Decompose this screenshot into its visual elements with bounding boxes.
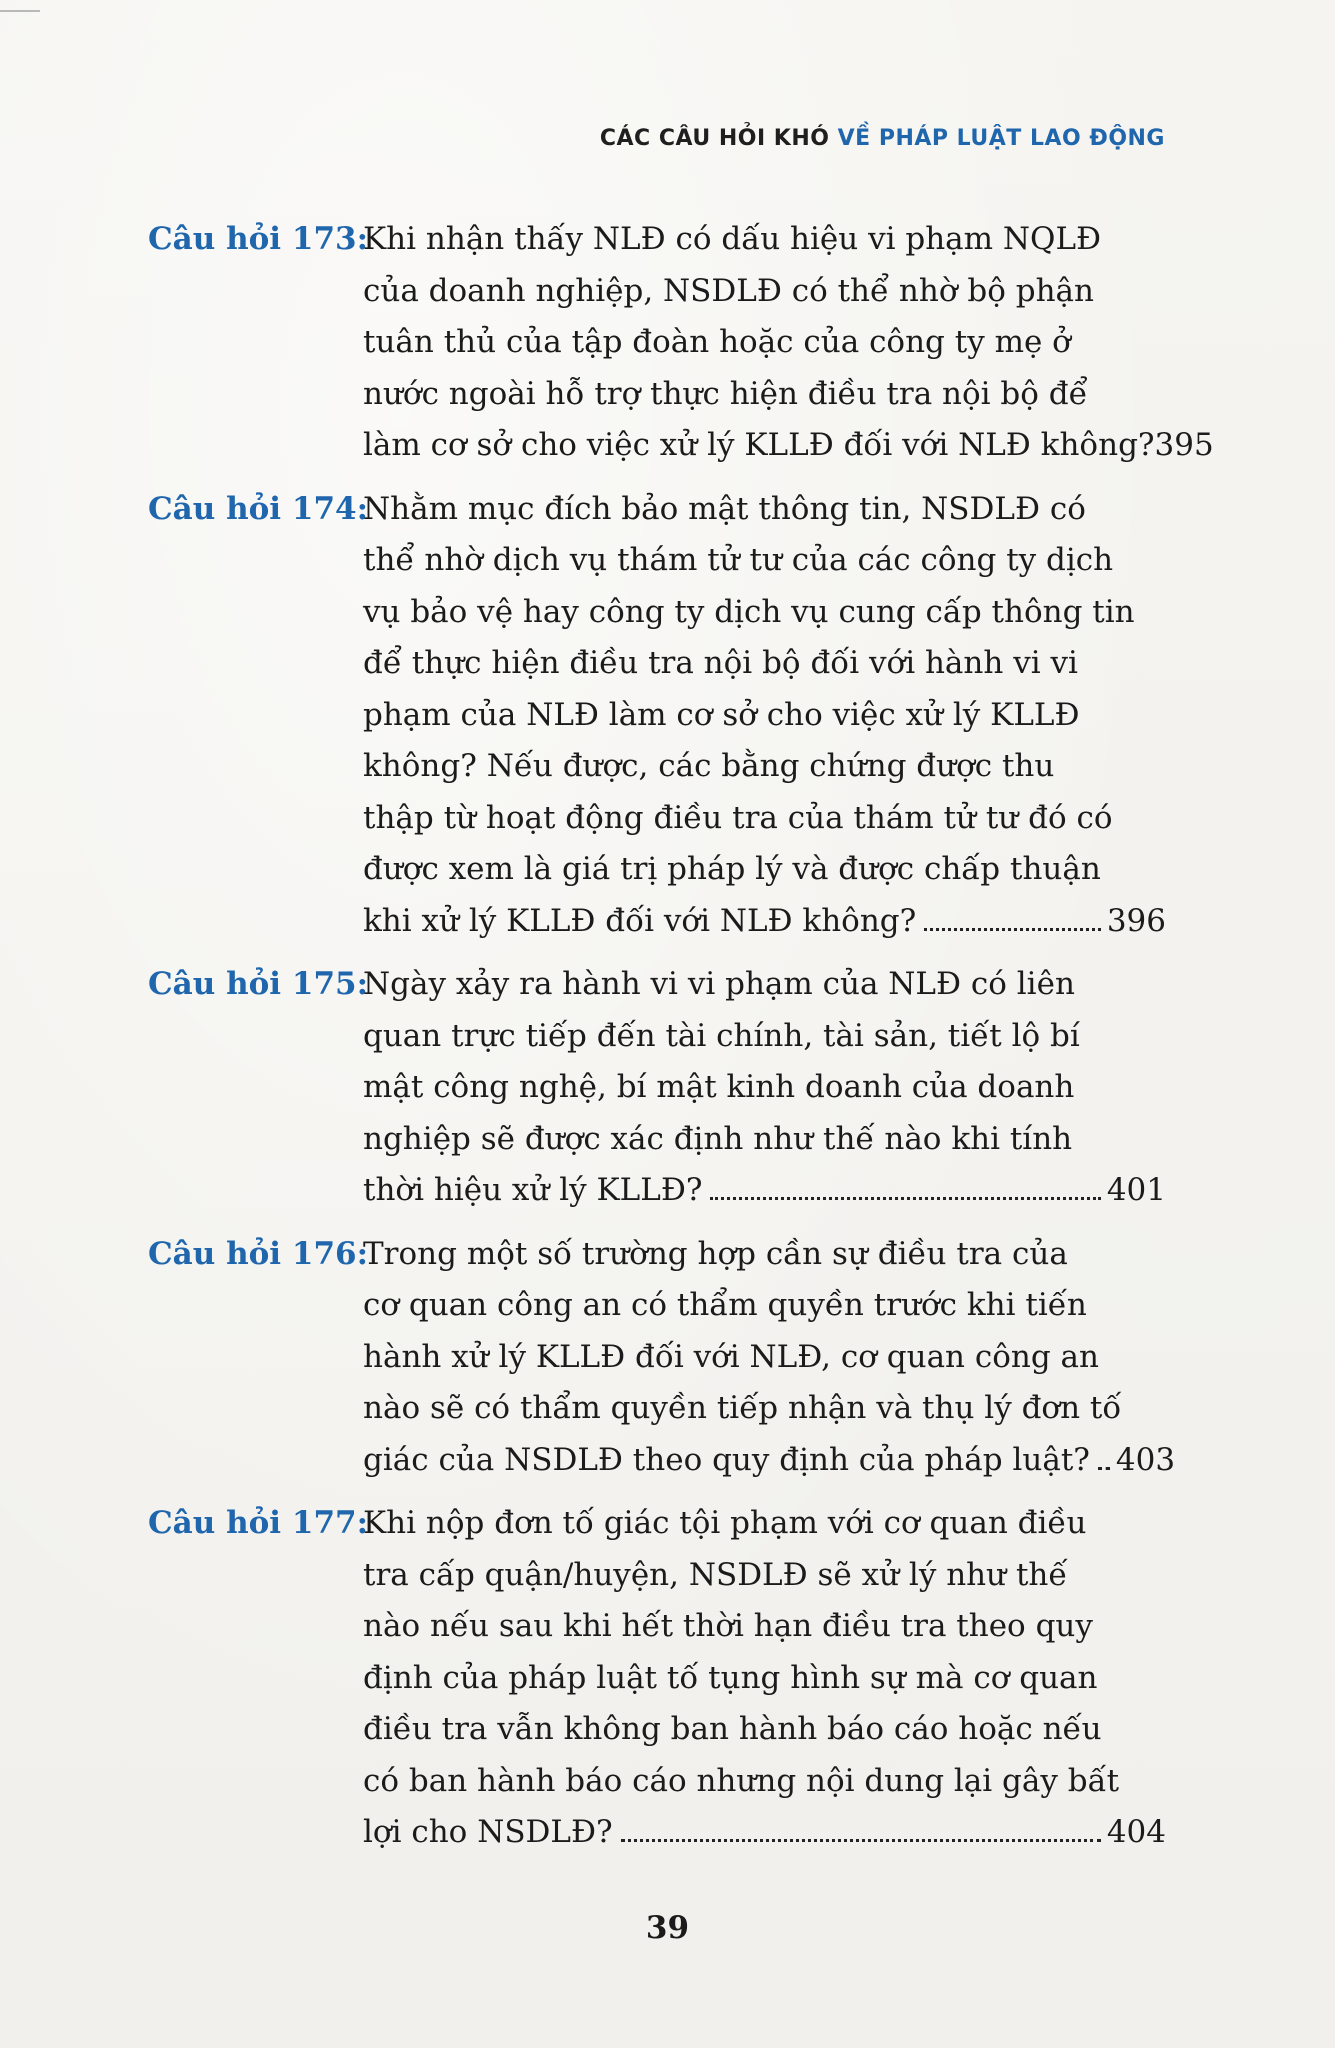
dot-leader <box>1098 1467 1110 1470</box>
text-line: để thực hiện điều tra nội bộ đối với hành vi vi <box>363 645 1078 681</box>
text-line: Ngày xảy ra hành vi vi phạm của NLĐ có liên <box>363 966 1075 1002</box>
toc-entry-174[interactable] <box>148 484 1166 948</box>
text-line-last: khi xử lý KLLĐ đối với NLĐ không? 396 <box>363 896 1166 948</box>
text-line: hành xử lý KLLĐ đối với NLĐ, cơ quan công an <box>363 1338 1100 1375</box>
text-line: thập từ hoạt động điều tra của thám tử tư đó có <box>363 799 1113 836</box>
question-text <box>363 959 1166 1217</box>
text-line: Khi nộp đơn tố giác tội phạm với cơ quan điều <box>363 1505 1087 1541</box>
text-line: tuân thủ của tập đoàn hoặc của công ty mẹ ở <box>363 324 1071 360</box>
text-line: cơ quan công an có thẩm quyền trước khi tiến <box>363 1287 1087 1323</box>
text-line: Khi nhận thấy NLĐ có dấu hiệu vi phạm NQLĐ <box>363 221 1102 257</box>
page-reference: 403 <box>1115 1441 1176 1478</box>
text-line: Trong một số trường hợp cần sự điều tra của <box>363 1235 1068 1272</box>
text-line: phạm của NLĐ làm cơ sở cho việc xử lý KLLĐ <box>363 696 1080 733</box>
running-header <box>600 126 1165 151</box>
text-line: nghiệp sẽ được xác định như thế nào khi tính <box>363 1120 1073 1157</box>
page-reference: 401 <box>1106 1172 1166 1208</box>
text-line: vụ bảo vệ hay công ty dịch vụ cung cấp thông tin <box>363 593 1135 630</box>
question-text <box>363 1229 1175 1487</box>
text-line-last: làm cơ sở cho việc xử lý KLLĐ đối với NLĐ không? 395 <box>363 420 1214 472</box>
page-reference: 395 <box>1154 427 1214 463</box>
toc-entry-173[interactable] <box>148 214 1214 472</box>
page-reference: 396 <box>1106 902 1166 939</box>
text-line-last: thời hiệu xử lý KLLĐ? 401 <box>363 1165 1166 1217</box>
toc-entry-176[interactable] <box>148 1229 1176 1487</box>
toc-entry-177[interactable] <box>148 1498 1166 1859</box>
question-label: Câu hỏi 177: <box>148 1505 369 1541</box>
question-text <box>363 484 1166 948</box>
text-line: được xem là giá trị pháp lý và được chấp thuận <box>363 851 1101 887</box>
table-of-contents <box>148 214 1214 1871</box>
running-header-part1: CÁC CÂU HỎI KHÓ <box>599 126 838 151</box>
question-text <box>363 214 1214 472</box>
question-text <box>363 1498 1166 1859</box>
dot-leader <box>710 1197 1100 1200</box>
question-label: Câu hỏi 175: <box>148 966 369 1002</box>
text-line: định của pháp luật tố tụng hình sự mà cơ quan <box>363 1659 1098 1696</box>
dot-leader <box>621 1839 1101 1842</box>
running-header-part2: VỀ PHÁP LUẬT LAO ĐỘNG <box>837 126 1165 151</box>
question-label: Câu hỏi 173: <box>148 221 369 257</box>
text-line: của doanh nghiệp, NSDLĐ có thể nhờ bộ phận <box>363 272 1094 309</box>
question-label: Câu hỏi 174: <box>148 490 369 527</box>
text-line: điều tra vẫn không ban hành báo cáo hoặc nếu <box>363 1711 1102 1747</box>
text-line: Nhằm mục đích bảo mật thông tin, NSDLĐ có <box>363 490 1086 527</box>
text-line: nước ngoài hỗ trợ thực hiện điều tra nội bộ để <box>363 375 1088 412</box>
toc-entry-175[interactable] <box>148 959 1166 1217</box>
dot-leader <box>924 928 1101 931</box>
text-line: nào nếu sau khi hết thời hạn điều tra theo quy <box>363 1608 1093 1644</box>
page-number: 39 <box>645 1910 690 1946</box>
question-label: Câu hỏi 176: <box>148 1235 369 1272</box>
text-line: tra cấp quận/huyện, NSDLĐ sẽ xử lý như thế <box>363 1556 1068 1593</box>
text-line-last: giác của NSDLĐ theo quy định của pháp luật? 403 <box>363 1435 1175 1487</box>
text-line: mật công nghệ, bí mật kinh doanh của doanh <box>363 1069 1075 1105</box>
text-line: quan trực tiếp đến tài chính, tài sản, tiết lộ bí <box>363 1017 1080 1054</box>
text-line-last: lợi cho NSDLĐ? 404 <box>363 1807 1166 1859</box>
text-line: có ban hành báo cáo nhưng nội dung lại gây bất <box>363 1762 1120 1799</box>
text-line: nào sẽ có thẩm quyền tiếp nhận và thụ lý đơn tố <box>363 1390 1122 1426</box>
text-line: thể nhờ dịch vụ thám tử tư của các công ty dịch <box>363 542 1114 578</box>
text-line: không? Nếu được, các bằng chứng được thu <box>363 748 1055 784</box>
page-reference: 404 <box>1106 1814 1166 1850</box>
scan-edge-mark <box>0 10 40 12</box>
